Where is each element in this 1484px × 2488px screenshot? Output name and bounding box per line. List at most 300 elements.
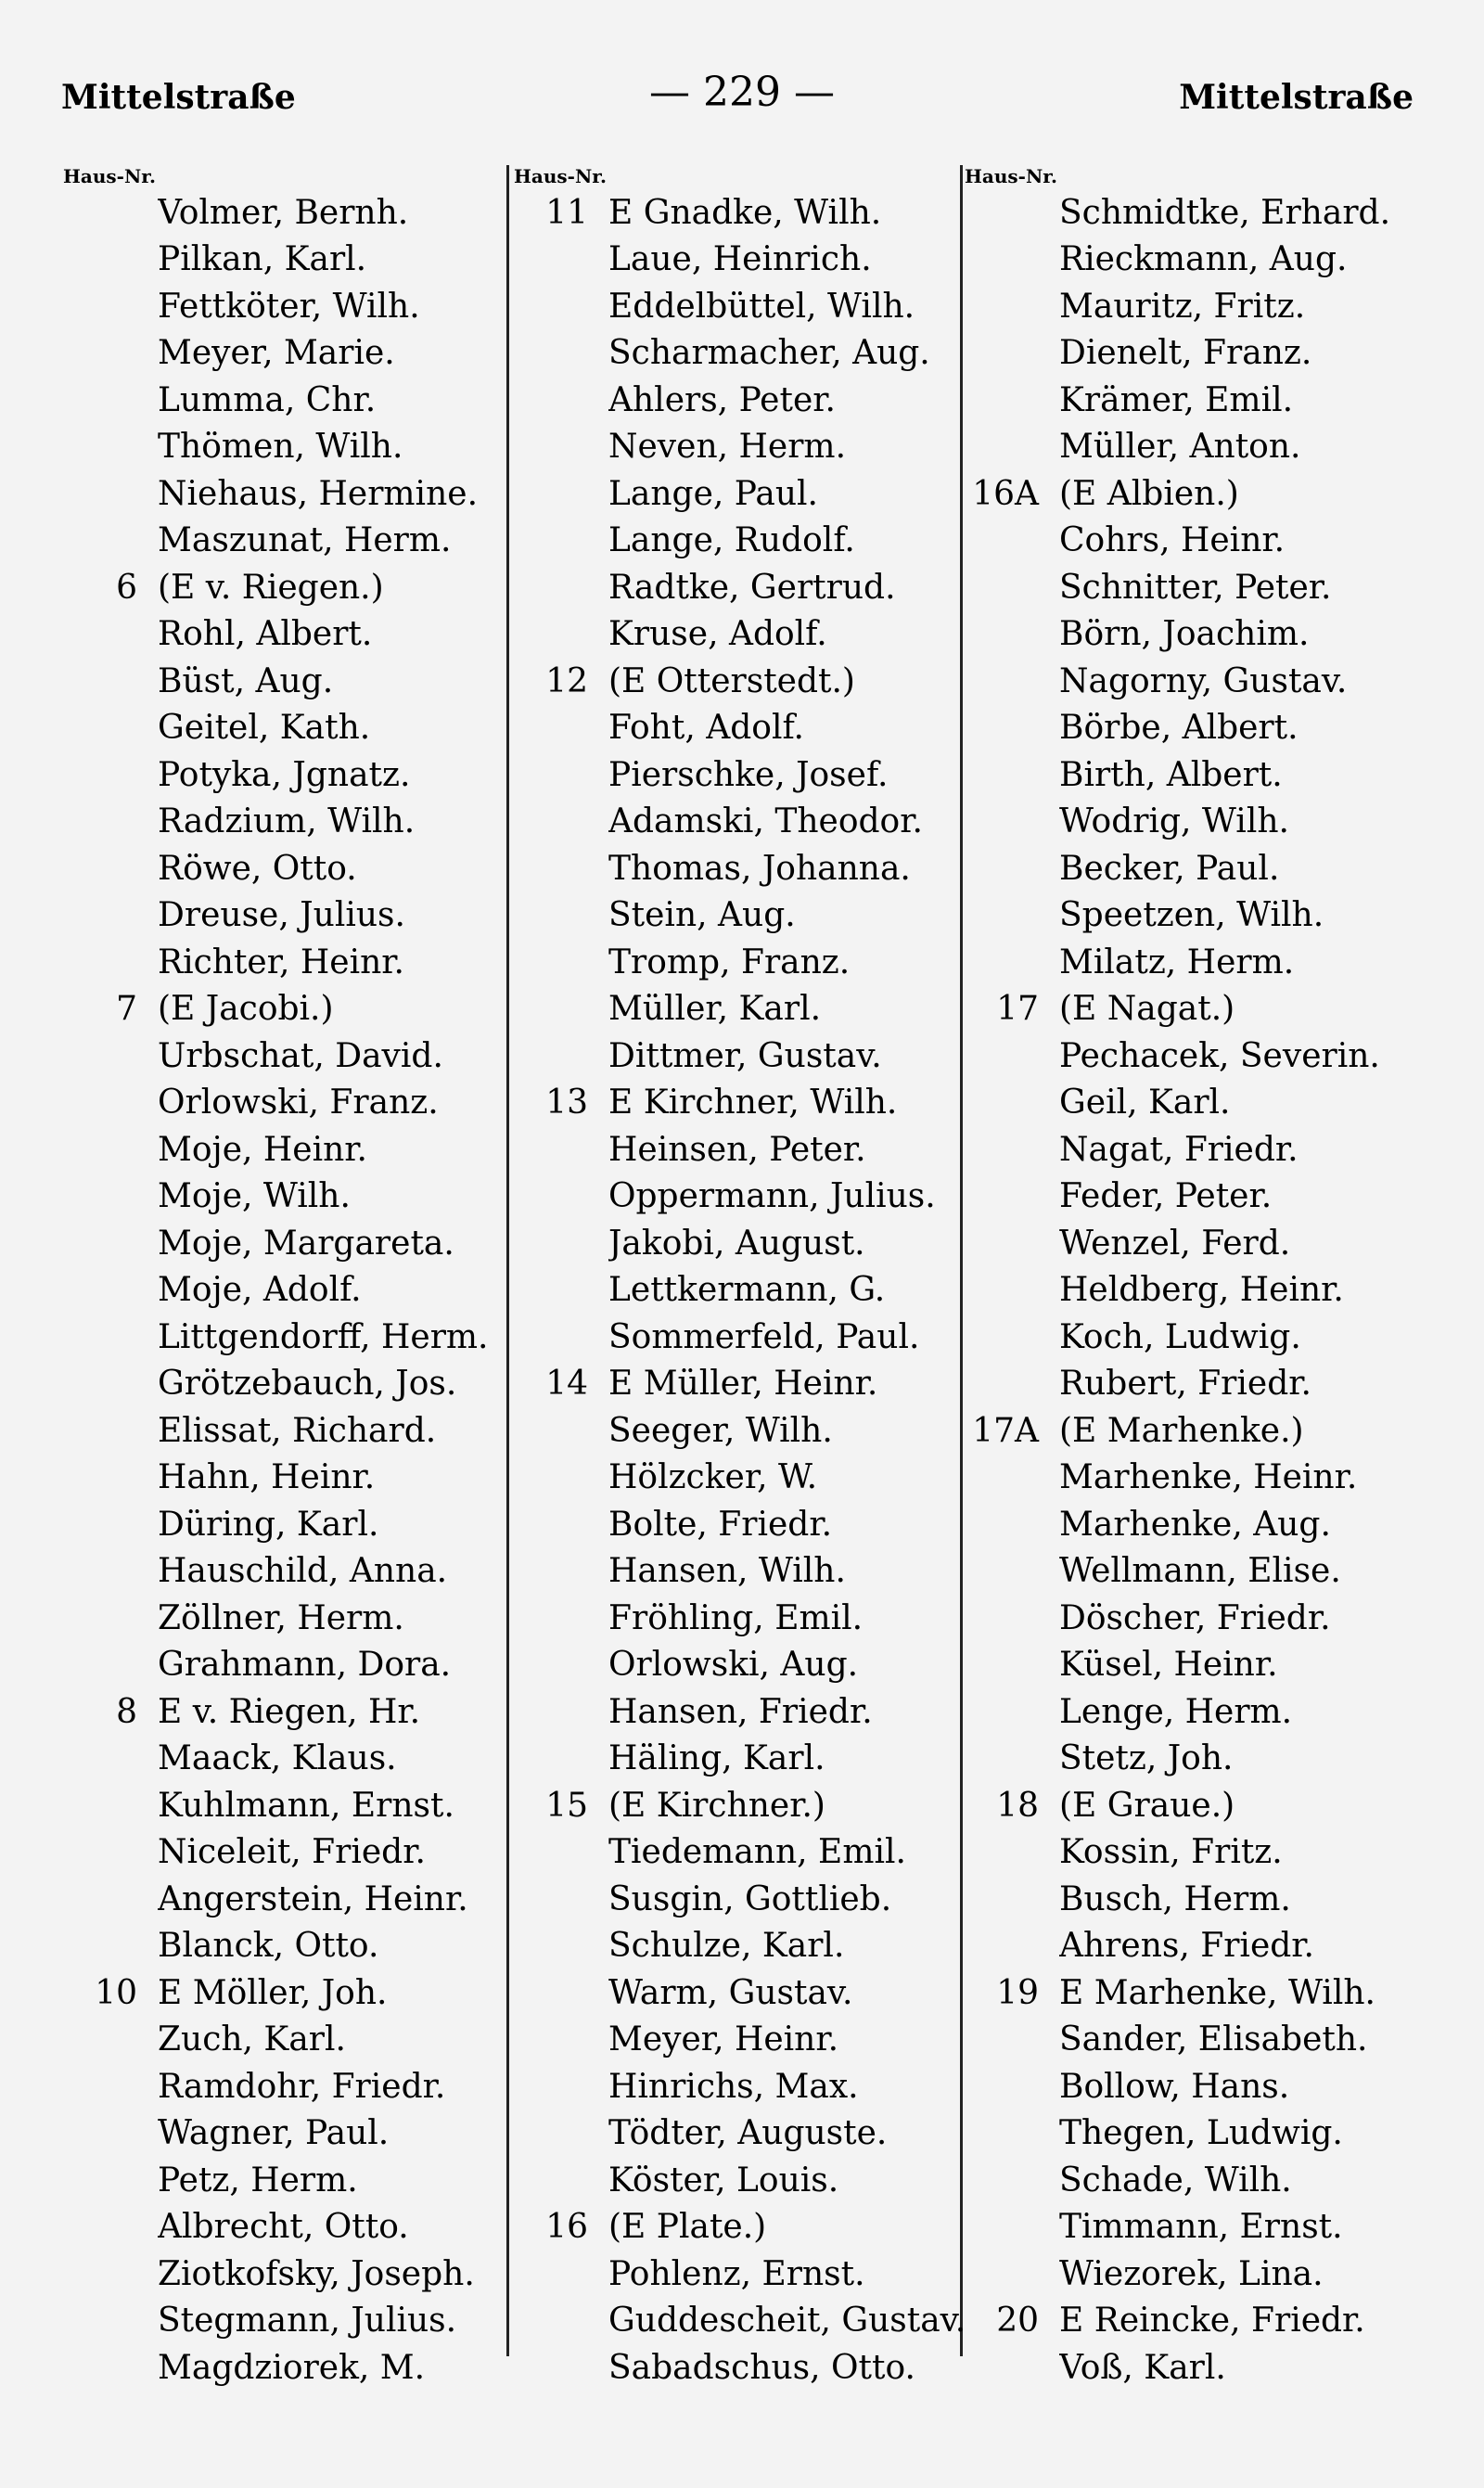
resident-row	[965, 1688, 1433, 1736]
resident-name: Geitel, Kath.	[158, 709, 371, 748]
resident-row	[63, 1314, 531, 1361]
resident-row	[63, 1126, 531, 1173]
resident-name: Thömen, Wilh.	[158, 428, 403, 467]
resident-row	[514, 1923, 982, 1970]
resident-name: Lange, Paul.	[608, 474, 819, 513]
page-number: — 229 —	[649, 69, 835, 116]
resident-row	[63, 1829, 531, 1877]
house-number: 8	[116, 1692, 137, 1731]
resident-name: E Müller, Heinr.	[608, 1365, 878, 1404]
resident-row	[965, 1829, 1433, 1877]
resident-row	[965, 1548, 1433, 1596]
resident-name: Urbschat, David.	[158, 1036, 443, 1075]
resident-row	[965, 1642, 1433, 1689]
resident-row	[965, 892, 1433, 940]
resident-row	[965, 1969, 1433, 2017]
resident-name: E Reincke, Friedr.	[1059, 2302, 1365, 2341]
resident-row	[514, 564, 982, 611]
resident-row	[514, 1032, 982, 1080]
resident-row	[63, 470, 531, 518]
resident-name: Dienelt, Franz.	[1059, 334, 1312, 373]
resident-row	[63, 2017, 531, 2064]
resident-name: Marhenke, Heinr.	[1059, 1458, 1358, 1497]
resident-row	[514, 1736, 982, 1783]
resident-row	[63, 1173, 531, 1221]
resident-row	[514, 2110, 982, 2158]
resident-row	[965, 1501, 1433, 1548]
resident-name: Heinsen, Peter.	[608, 1130, 866, 1169]
resident-name: Eddelbüttel, Wilh.	[608, 287, 915, 326]
resident-row	[63, 189, 531, 237]
resident-name: Moje, Heinr.	[158, 1130, 367, 1169]
resident-name: Fröhling, Emil.	[608, 1598, 864, 1637]
resident-row	[965, 1173, 1433, 1221]
resident-name: Börbe, Albert.	[1059, 709, 1298, 748]
resident-name: Seeger, Wilh.	[608, 1411, 833, 1450]
resident-row	[965, 658, 1433, 705]
resident-name: Magdziorek, M.	[158, 2348, 426, 2387]
resident-name: Dreuse, Julius.	[158, 896, 405, 935]
house-number: 15	[545, 1786, 588, 1825]
resident-name: Pohlenz, Ernst.	[608, 2254, 865, 2293]
resident-row	[514, 1080, 982, 1127]
resident-row	[965, 470, 1433, 518]
resident-name: Birth, Albert.	[1059, 755, 1283, 794]
resident-name: Lange, Rudolf.	[608, 521, 855, 560]
resident-row	[514, 1782, 982, 1829]
resident-row	[965, 2344, 1433, 2392]
resident-row	[514, 237, 982, 284]
resident-row	[514, 2157, 982, 2204]
resident-row	[965, 237, 1433, 284]
house-number-heading: Haus-Nr.	[965, 165, 1057, 187]
resident-name: Röwe, Otto.	[158, 849, 357, 888]
resident-row	[63, 564, 531, 611]
resident-row	[63, 658, 531, 705]
resident-name: E v. Riegen, Hr.	[158, 1692, 421, 1731]
house-number: 13	[545, 1084, 588, 1122]
resident-name: Thegen, Ludwig.	[1059, 2114, 1343, 2153]
resident-name: Neven, Herm.	[608, 428, 847, 467]
resident-row	[965, 939, 1433, 986]
resident-name: Nagat, Friedr.	[1059, 1130, 1298, 1169]
resident-name: Sabadschus, Otto.	[608, 2348, 915, 2387]
resident-name: Pechacek, Severin.	[1059, 1036, 1380, 1075]
resident-row	[63, 1220, 531, 1267]
resident-row	[965, 1032, 1433, 1080]
resident-name: Orlowski, Franz.	[158, 1084, 439, 1122]
house-number: 16	[545, 2208, 588, 2247]
resident-row	[63, 845, 531, 892]
resident-name: Hinrichs, Max.	[608, 2067, 859, 2106]
resident-row	[965, 1782, 1433, 1829]
resident-row	[514, 1220, 982, 1267]
resident-name: Lenge, Herm.	[1059, 1692, 1293, 1731]
resident-name: Wiezorek, Lina.	[1059, 2254, 1324, 2293]
resident-row	[965, 1407, 1433, 1455]
resident-row	[63, 2344, 531, 2392]
resident-row	[965, 2157, 1433, 2204]
resident-name: Lettkermann, G.	[608, 1271, 886, 1310]
resident-row	[63, 1455, 531, 1502]
resident-name: (E Albien.)	[1059, 474, 1239, 513]
resident-row	[965, 1126, 1433, 1173]
house-number: 11	[545, 193, 588, 232]
resident-name: Mauritz, Fritz.	[1059, 287, 1306, 326]
resident-row	[514, 2251, 982, 2298]
house-number: 7	[116, 990, 137, 1029]
resident-name: Hansen, Wilh.	[608, 1552, 846, 1591]
resident-name: Hölzcker, W.	[608, 1458, 818, 1497]
resident-name: (E Jacobi.)	[158, 990, 334, 1029]
resident-name: Albrecht, Otto.	[158, 2208, 409, 2247]
resident-name: Schade, Wilh.	[1059, 2161, 1292, 2199]
resident-row	[514, 1361, 982, 1408]
resident-row	[63, 1361, 531, 1408]
resident-name: Radzium, Wilh.	[158, 802, 416, 841]
column-1	[63, 163, 531, 2392]
resident-name: Bolte, Friedr.	[608, 1505, 833, 1544]
resident-row	[514, 2204, 982, 2251]
running-head-left: Mittelstraße	[61, 78, 296, 117]
resident-name: Ziotkofsky, Joseph.	[158, 2254, 475, 2293]
resident-name: Feder, Peter.	[1059, 1177, 1273, 1216]
resident-name: Voß, Karl.	[1059, 2348, 1226, 2387]
resident-row	[63, 2204, 531, 2251]
resident-name: Adamski, Theodor.	[608, 802, 923, 841]
resident-row	[63, 1688, 531, 1736]
resident-name: Maack, Klaus.	[158, 1739, 397, 1778]
resident-row	[514, 1688, 982, 1736]
resident-row	[965, 1361, 1433, 1408]
resident-name: Littgendorff, Herm.	[158, 1317, 489, 1356]
resident-name: Angerstein, Heinr.	[158, 1879, 468, 1918]
resident-name: Köster, Louis.	[608, 2161, 839, 2199]
resident-name: Hauschild, Anna.	[158, 1552, 448, 1591]
resident-row	[63, 2063, 531, 2110]
column-2	[514, 163, 982, 2392]
resident-name: Bollow, Hans.	[1059, 2067, 1290, 2106]
resident-name: (E Nagat.)	[1059, 990, 1235, 1029]
resident-row	[63, 283, 531, 330]
resident-row	[514, 705, 982, 752]
resident-name: Busch, Herm.	[1059, 1879, 1291, 1918]
resident-name: Häling, Karl.	[608, 1739, 825, 1778]
house-number: 12	[545, 661, 588, 700]
resident-row	[514, 1173, 982, 1221]
resident-name: E Kirchner, Wilh.	[608, 1084, 898, 1122]
resident-row	[965, 1876, 1433, 1923]
resident-name: (E Plate.)	[608, 2208, 767, 2247]
resident-name: Ramdohr, Friedr.	[158, 2067, 446, 2106]
resident-row	[965, 2204, 1433, 2251]
resident-row	[514, 892, 982, 940]
resident-row	[63, 424, 531, 471]
resident-row	[965, 424, 1433, 471]
house-number: 19	[996, 1973, 1039, 2012]
resident-name: Wagner, Paul.	[158, 2114, 390, 2153]
resident-row	[514, 611, 982, 659]
resident-name: Rubert, Friedr.	[1059, 1365, 1311, 1404]
resident-name: Susgin, Gottlieb.	[608, 1879, 892, 1918]
resident-row	[514, 1455, 982, 1502]
resident-name: Oppermann, Julius.	[608, 1177, 936, 1216]
resident-name: Cohrs, Heinr.	[1059, 521, 1286, 560]
resident-row	[63, 1876, 531, 1923]
resident-row	[63, 939, 531, 986]
resident-row	[63, 2298, 531, 2345]
resident-row	[514, 751, 982, 799]
resident-row	[514, 1548, 982, 1596]
resident-row	[514, 330, 982, 378]
resident-name: Kossin, Fritz.	[1059, 1833, 1283, 1872]
house-number: 18	[996, 1786, 1039, 1825]
resident-name: Müller, Anton.	[1059, 428, 1301, 467]
resident-name: Maszunat, Herm.	[158, 521, 452, 560]
resident-name: Potyka, Jgnatz.	[158, 755, 411, 794]
resident-name: Rieckmann, Aug.	[1059, 240, 1348, 279]
resident-row	[63, 1782, 531, 1829]
house-number: 6	[116, 568, 137, 607]
resident-name: Ahrens, Friedr.	[1059, 1927, 1314, 1966]
resident-row	[514, 1267, 982, 1315]
resident-name: Krämer, Emil.	[1059, 380, 1294, 419]
house-number: 17A	[972, 1411, 1039, 1450]
resident-row	[965, 330, 1433, 378]
resident-name: Foht, Adolf.	[608, 709, 804, 748]
resident-name: Volmer, Bernh.	[158, 193, 409, 232]
resident-row	[63, 330, 531, 378]
resident-name: (E v. Riegen.)	[158, 568, 384, 607]
resident-row	[965, 1220, 1433, 1267]
resident-name: Hahn, Heinr.	[158, 1458, 376, 1497]
resident-name: Heldberg, Heinr.	[1059, 1271, 1344, 1310]
resident-name: Radtke, Gertrud.	[608, 568, 896, 607]
resident-row	[965, 518, 1433, 565]
resident-name: Geil, Karl.	[1059, 1084, 1231, 1122]
house-number: 10	[95, 1973, 137, 2012]
resident-name: Nagorny, Gustav.	[1059, 661, 1348, 700]
column-3	[965, 163, 1433, 2392]
resident-row	[965, 564, 1433, 611]
resident-row	[63, 237, 531, 284]
house-number: 20	[996, 2302, 1039, 2341]
resident-name: Kuhlmann, Ernst.	[158, 1786, 454, 1825]
resident-row	[514, 2017, 982, 2064]
resident-row	[63, 1642, 531, 1689]
resident-row	[63, 751, 531, 799]
resident-name: (E Kirchner.)	[608, 1786, 825, 1825]
resident-name: E Gnadke, Wilh.	[608, 193, 882, 232]
resident-row	[514, 1501, 982, 1548]
resident-row	[965, 1595, 1433, 1642]
resident-row	[63, 1736, 531, 1783]
resident-row	[514, 1829, 982, 1877]
resident-name: Schnitter, Peter.	[1059, 568, 1332, 607]
resident-name: Jakobi, August.	[608, 1224, 865, 1263]
resident-name: Blanck, Otto.	[158, 1927, 379, 1966]
resident-name: Elissat, Richard.	[158, 1411, 437, 1450]
resident-name: Börn, Joachim.	[1059, 615, 1310, 654]
resident-name: Niceleit, Friedr.	[158, 1833, 426, 1872]
resident-row	[965, 1923, 1433, 1970]
resident-row	[63, 799, 531, 846]
resident-row	[63, 1923, 531, 1970]
resident-name: Petz, Herm.	[158, 2161, 358, 2199]
resident-row	[514, 1642, 982, 1689]
resident-row	[514, 939, 982, 986]
resident-name: Orlowski, Aug.	[608, 1646, 859, 1685]
resident-name: Sommerfeld, Paul.	[608, 1317, 920, 1356]
resident-row	[63, 1969, 531, 2017]
resident-row	[514, 1595, 982, 1642]
resident-row	[514, 1407, 982, 1455]
running-head-right: Mittelstraße	[1179, 78, 1414, 117]
resident-row	[965, 986, 1433, 1033]
resident-name: Döscher, Friedr.	[1059, 1598, 1331, 1637]
resident-row	[965, 705, 1433, 752]
resident-row	[63, 2157, 531, 2204]
resident-name: (E Otterstedt.)	[608, 661, 855, 700]
resident-row	[965, 1455, 1433, 1502]
resident-row	[514, 2298, 982, 2345]
resident-row	[63, 377, 531, 424]
resident-row	[63, 518, 531, 565]
resident-row	[965, 1736, 1433, 1783]
resident-name: Warm, Gustav.	[608, 1973, 853, 2012]
resident-name: (E Graue.)	[1059, 1786, 1235, 1825]
resident-name: Koch, Ludwig.	[1059, 1317, 1301, 1356]
resident-name: Becker, Paul.	[1059, 849, 1280, 888]
resident-name: Tiedemann, Emil.	[608, 1833, 906, 1872]
resident-name: Wellmann, Elise.	[1059, 1552, 1341, 1591]
resident-name: Speetzen, Wilh.	[1059, 896, 1324, 935]
resident-row	[965, 189, 1433, 237]
resident-row	[965, 377, 1433, 424]
resident-name: Büst, Aug.	[158, 661, 334, 700]
resident-row	[514, 2344, 982, 2392]
resident-name: Düring, Karl.	[158, 1505, 379, 1544]
resident-row	[63, 1267, 531, 1315]
resident-name: Milatz, Herm.	[1059, 943, 1295, 981]
resident-row	[63, 1080, 531, 1127]
resident-row	[965, 611, 1433, 659]
house-number: 17	[996, 990, 1039, 1029]
resident-name: E Möller, Joh.	[158, 1973, 388, 2012]
resident-row	[965, 283, 1433, 330]
resident-name: Hansen, Friedr.	[608, 1692, 873, 1731]
resident-row	[514, 2063, 982, 2110]
house-number: 14	[545, 1365, 588, 1404]
resident-row	[514, 658, 982, 705]
resident-row	[63, 1407, 531, 1455]
resident-name: Müller, Karl.	[608, 990, 822, 1029]
resident-row	[514, 1969, 982, 2017]
resident-row	[965, 845, 1433, 892]
resident-name: Dittmer, Gustav.	[608, 1036, 882, 1075]
resident-row	[63, 892, 531, 940]
resident-name: Schulze, Karl.	[608, 1927, 845, 1966]
resident-name: Kruse, Adolf.	[608, 615, 827, 654]
resident-row	[63, 1595, 531, 1642]
resident-name: Sander, Elisabeth.	[1059, 2020, 1368, 2059]
resident-name: E Marhenke, Wilh.	[1059, 1973, 1375, 2012]
resident-row	[965, 751, 1433, 799]
resident-row	[514, 799, 982, 846]
resident-name: Marhenke, Aug.	[1059, 1505, 1331, 1544]
resident-row	[514, 283, 982, 330]
resident-row	[965, 2017, 1433, 2064]
resident-name: Stetz, Joh.	[1059, 1739, 1234, 1778]
resident-name: Ahlers, Peter.	[608, 380, 836, 419]
resident-name: Moje, Wilh.	[158, 1177, 351, 1216]
resident-row	[965, 2063, 1433, 2110]
resident-name: Stein, Aug.	[608, 896, 796, 935]
resident-name: Fettköter, Wilh.	[158, 287, 420, 326]
resident-row	[63, 1501, 531, 1548]
resident-name: Schmidtke, Erhard.	[1059, 193, 1391, 232]
resident-row	[63, 1032, 531, 1080]
resident-row	[514, 189, 982, 237]
resident-row	[965, 2110, 1433, 2158]
resident-row	[965, 1267, 1433, 1315]
resident-name: Laue, Heinrich.	[608, 240, 872, 279]
resident-name: Meyer, Marie.	[158, 334, 395, 373]
resident-row	[514, 986, 982, 1033]
house-number-heading: Haus-Nr.	[63, 165, 156, 187]
resident-row	[514, 1126, 982, 1173]
resident-name: Richter, Heinr.	[158, 943, 404, 981]
resident-row	[63, 1548, 531, 1596]
resident-name: Lumma, Chr.	[158, 380, 377, 419]
resident-row	[63, 986, 531, 1033]
resident-row	[514, 1314, 982, 1361]
resident-name: Pierschke, Josef.	[608, 755, 889, 794]
resident-name: Zöllner, Herm.	[158, 1598, 404, 1637]
house-number-heading: Haus-Nr.	[514, 165, 607, 187]
resident-name: Meyer, Heinr.	[608, 2020, 839, 2059]
resident-row	[965, 2251, 1433, 2298]
resident-name: Niehaus, Hermine.	[158, 474, 479, 513]
resident-row	[63, 2251, 531, 2298]
resident-row	[63, 611, 531, 659]
resident-name: Pilkan, Karl.	[158, 240, 367, 279]
resident-name: Grahmann, Dora.	[158, 1646, 452, 1685]
resident-name: Zuch, Karl.	[158, 2020, 346, 2059]
resident-name: Tödter, Auguste.	[608, 2114, 888, 2153]
resident-name: Wenzel, Ferd.	[1059, 1224, 1291, 1263]
resident-row	[514, 424, 982, 471]
resident-row	[63, 705, 531, 752]
resident-row	[965, 1080, 1433, 1127]
resident-name: Moje, Adolf.	[158, 1271, 362, 1310]
resident-name: Küsel, Heinr.	[1059, 1646, 1278, 1685]
house-number: 16A	[972, 474, 1039, 513]
resident-row	[514, 845, 982, 892]
resident-name: Moje, Margareta.	[158, 1224, 454, 1263]
resident-row	[965, 1314, 1433, 1361]
resident-row	[63, 2110, 531, 2158]
resident-row	[965, 799, 1433, 846]
resident-name: (E Marhenke.)	[1059, 1411, 1304, 1450]
resident-name: Timmann, Ernst.	[1059, 2208, 1343, 2247]
resident-name: Guddescheit, Gustav.	[608, 2302, 966, 2341]
resident-name: Stegmann, Julius.	[158, 2302, 457, 2341]
resident-row	[965, 2298, 1433, 2345]
resident-row	[514, 1876, 982, 1923]
resident-row	[514, 470, 982, 518]
resident-name: Scharmacher, Aug.	[608, 334, 930, 373]
